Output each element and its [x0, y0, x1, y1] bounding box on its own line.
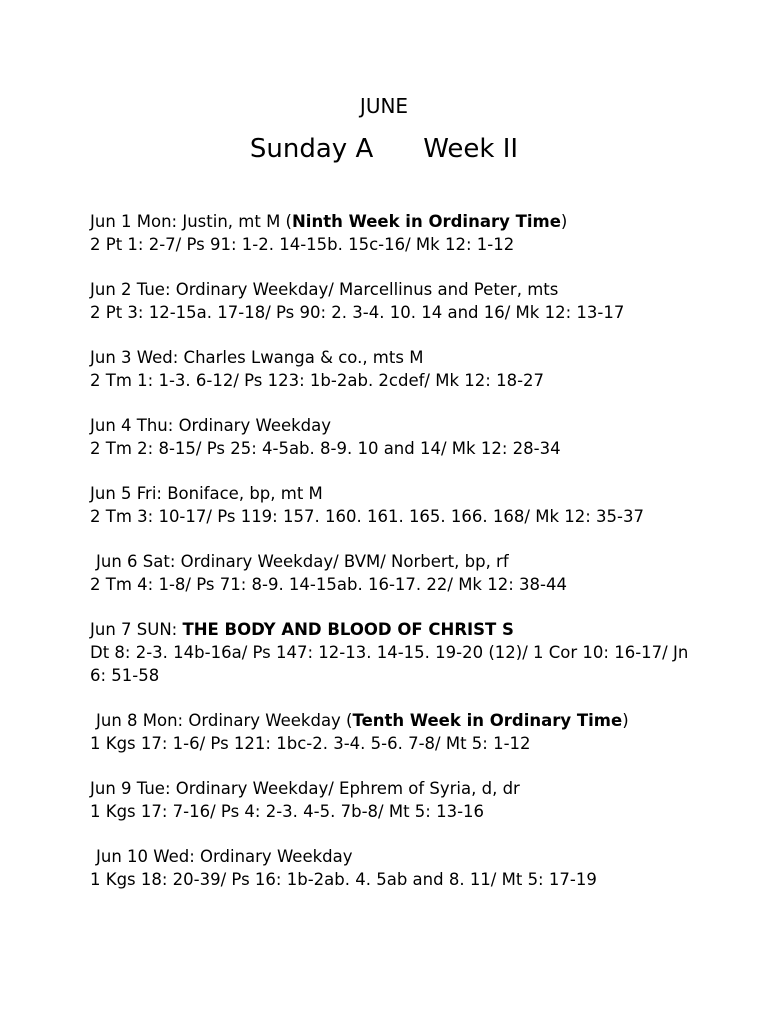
- entry-day-line: Jun 4 Thu: Ordinary Weekday: [90, 416, 332, 435]
- entry-readings: 2 Pt 1: 2-7/ Ps 91: 1-2. 14-15b. 15c-16/ Mk 12: 1-12: [90, 235, 515, 254]
- entry-readings: 2 Tm 3: 10-17/ Ps 119: 157. 160. 161. 165. 166. 168/ Mk 12: 35-37: [90, 507, 644, 526]
- calendar-entry: [90, 618, 690, 687]
- entry-readings: 2 Pt 3: 12-15a. 17-18/ Ps 90: 2. 3-4. 10. 14 and 16/ Mk 12: 13-17: [90, 303, 625, 322]
- sunday-cycle: Sunday A: [249, 134, 374, 164]
- calendar-entries: [90, 210, 690, 913]
- calendar-entry: [90, 845, 690, 891]
- entry-readings: 2 Tm 4: 1-8/ Ps 71: 8-9. 14-15ab. 16-17. 22/ Mk 12: 38-44: [90, 575, 567, 594]
- psalter-week: Week II: [423, 134, 519, 164]
- entry-day-line: Jun 1 Mon: Justin, mt M (Ninth Week in Ordinary Time): [90, 212, 568, 231]
- calendar-entry: [90, 777, 690, 823]
- entry-day-line: Jun 2 Tue: Ordinary Weekday/ Marcellinus and Peter, mts: [90, 280, 559, 299]
- calendar-entry: [90, 482, 690, 528]
- calendar-entry: [90, 346, 690, 392]
- liturgical-cycle-heading: [0, 132, 768, 166]
- month-heading: JUNE: [359, 94, 409, 118]
- entry-readings: Dt 8: 2-3. 14b-16a/ Ps 147: 12-13. 14-15. 19-20 (12)/ 1 Cor 10: 16-17/ Jn 6: 51-58: [90, 643, 689, 685]
- calendar-entry: [90, 709, 690, 755]
- entry-day-line: Jun 5 Fri: Boniface, bp, mt M: [90, 484, 323, 503]
- entry-readings: 2 Tm 2: 8-15/ Ps 25: 4-5ab. 8-9. 10 and 14/ Mk 12: 28-34: [90, 439, 561, 458]
- entry-readings: 1 Kgs 17: 7-16/ Ps 4: 2-3. 4-5. 7b-8/ Mt 5: 13-16: [90, 802, 485, 821]
- entry-day-line: Jun 9 Tue: Ordinary Weekday/ Ephrem of Syria, d, dr: [90, 779, 520, 798]
- entry-readings: 1 Kgs 18: 20-39/ Ps 16: 1b-2ab. 4. 5ab and 8. 11/ Mt 5: 17-19: [90, 870, 597, 889]
- entry-day-line: Jun 8 Mon: Ordinary Weekday (Tenth Week in Ordinary Time): [96, 711, 629, 730]
- entry-readings: 1 Kgs 17: 1-6/ Ps 121: 1bc-2. 3-4. 5-6. 7-8/ Mt 5: 1-12: [90, 734, 531, 753]
- calendar-entry: [90, 414, 690, 460]
- entry-readings: 2 Tm 1: 1-3. 6-12/ Ps 123: 1b-2ab. 2cdef/ Mk 12: 18-27: [90, 371, 545, 390]
- entry-day-line: Jun 3 Wed: Charles Lwanga & co., mts M: [90, 348, 424, 367]
- entry-day-line: Jun 6 Sat: Ordinary Weekday/ BVM/ Norbert, bp, rf: [96, 552, 509, 571]
- calendar-entry: [90, 278, 690, 324]
- entry-day-line: Jun 10 Wed: Ordinary Weekday: [96, 847, 353, 866]
- entry-day-line: Jun 7 SUN: THE BODY AND BLOOD OF CHRIST S: [90, 620, 514, 639]
- calendar-entry: [90, 210, 690, 256]
- calendar-entry: [90, 550, 690, 596]
